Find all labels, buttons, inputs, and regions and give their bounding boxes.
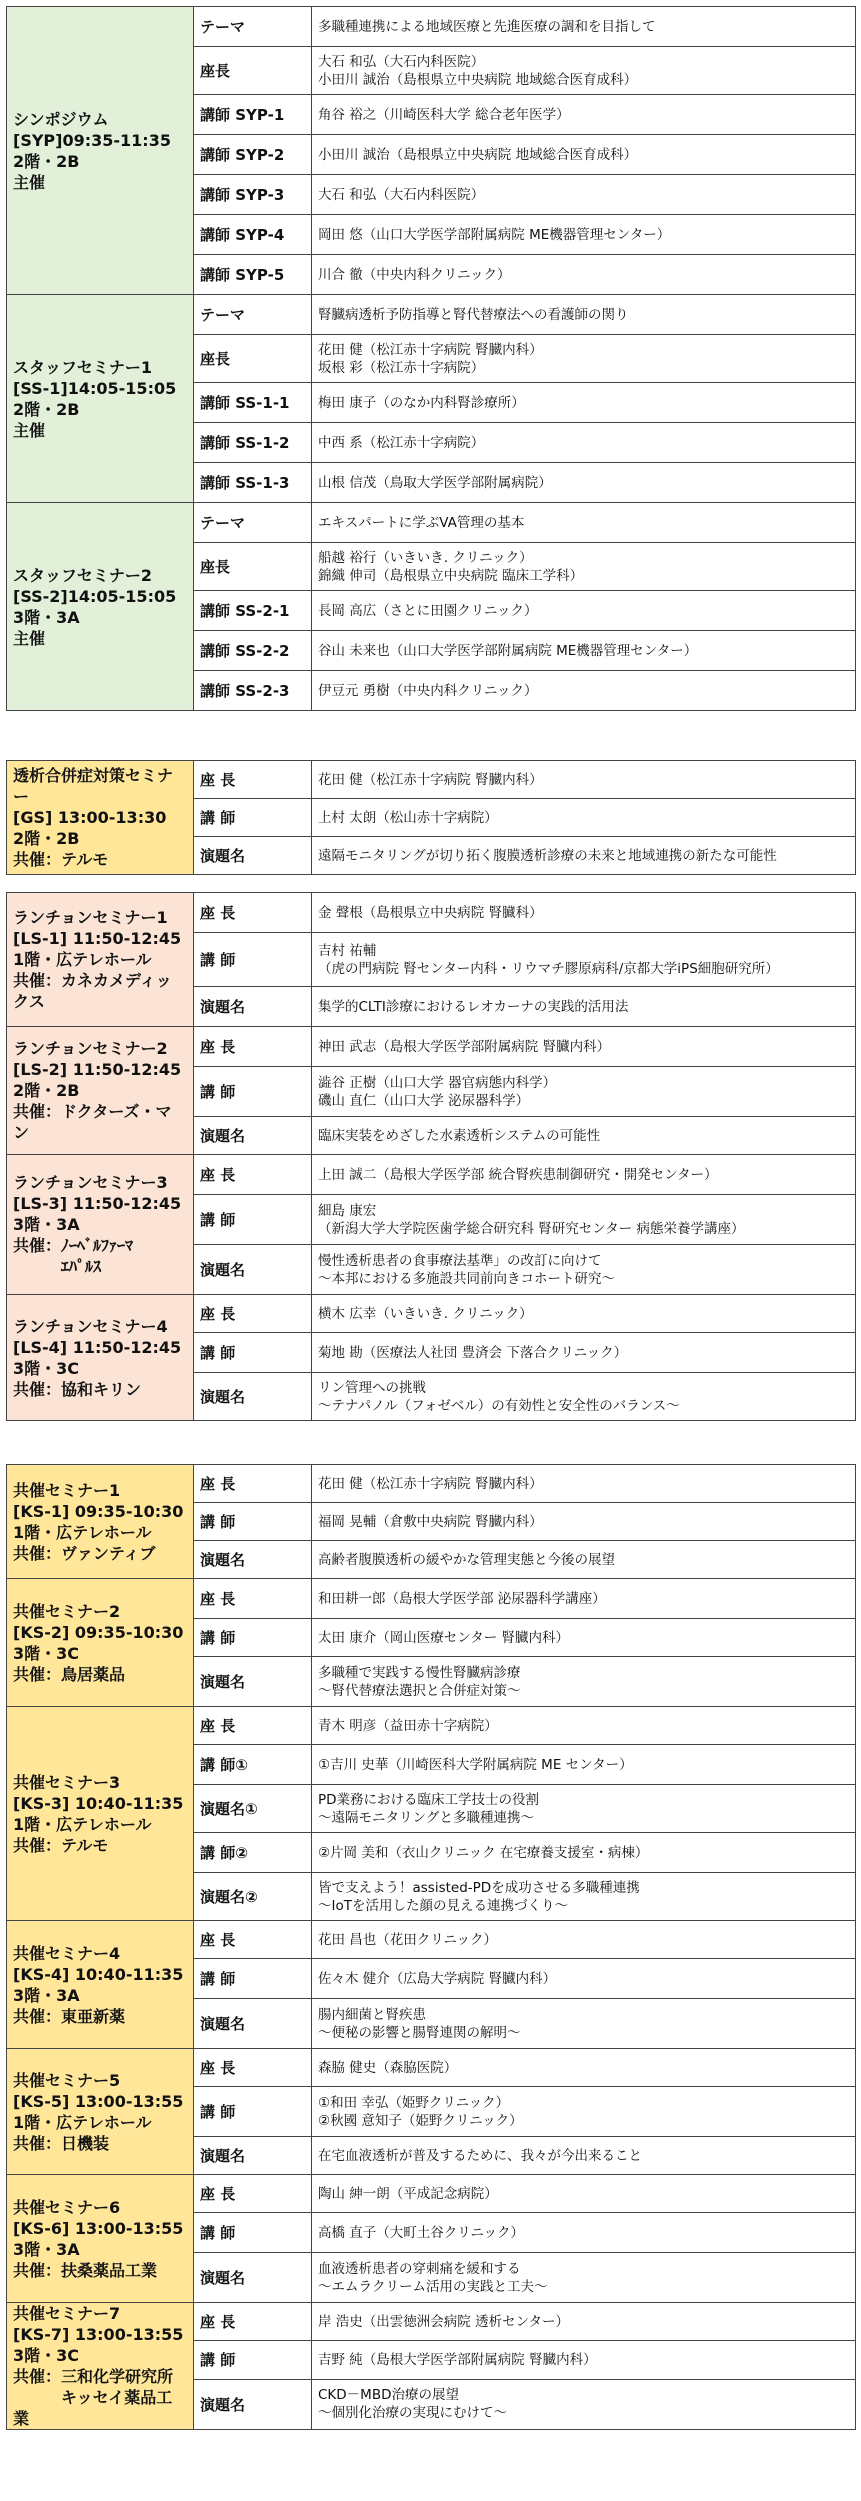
row-value: 腎臓病透析予防指導と腎代替療法への看護師の関り bbox=[312, 295, 856, 335]
row-label: 演題名 bbox=[194, 1541, 312, 1579]
table-row bbox=[7, 295, 856, 335]
row-value: 森脇 健史（森脇医院） bbox=[312, 2049, 856, 2087]
row-label: テーマ bbox=[194, 295, 312, 335]
row-value: ①和田 幸弘（姫野クリニック） ②秋國 意知子（姫野クリニック） bbox=[312, 2087, 856, 2137]
row-value: 梅田 康子（のなか内科腎診療所） bbox=[312, 383, 856, 423]
row-value: PD業務における臨床工学技士の役割 ～遠隔モニタリングと多職種連携～ bbox=[312, 1785, 856, 1833]
row-label: 講 師 bbox=[194, 1067, 312, 1117]
row-label: 演題名 bbox=[194, 2137, 312, 2175]
row-label: テーマ bbox=[194, 503, 312, 543]
table-row bbox=[7, 1921, 856, 1959]
table-row bbox=[7, 7, 856, 47]
row-label: 座 長 bbox=[194, 1465, 312, 1503]
table-row bbox=[7, 1295, 856, 1333]
row-label: 座 長 bbox=[194, 1027, 312, 1067]
row-label: 講師 SS-1-3 bbox=[194, 463, 312, 503]
table-row bbox=[7, 761, 856, 799]
session-header: ランチョンセミナー2 [LS-2] 11:50-12:45 2階・2B 共催：ドクターズ・マン bbox=[7, 1027, 194, 1155]
row-label: 演題名 bbox=[194, 2253, 312, 2303]
table-row bbox=[7, 2303, 856, 2341]
section-table-syp bbox=[6, 6, 856, 711]
row-value: 細島 康宏 （新潟大学大学院医歯学総合研究科 腎研究センター 病態栄養学講座） bbox=[312, 1195, 856, 1245]
session-header: ランチョンセミナー1 [LS-1] 11:50-12:45 1階・広テレホール 共催：カネカメディックス bbox=[7, 893, 194, 1027]
session-header: 共催セミナー2 [KS-2] 09:35-10:30 3階・3C 共催：鳥居薬品 bbox=[7, 1579, 194, 1707]
session-header: 共催セミナー4 [KS-4] 10:40-11:35 3階・3A 共催：東亜新薬 bbox=[7, 1921, 194, 2049]
row-value: 花田 昌也（花田クリニック） bbox=[312, 1921, 856, 1959]
row-label: 講師 SS-2-3 bbox=[194, 671, 312, 711]
row-label: 講師 SYP-5 bbox=[194, 255, 312, 295]
row-value: 長岡 高広（さとに田園クリニック） bbox=[312, 591, 856, 631]
row-label: 講師 SS-2-1 bbox=[194, 591, 312, 631]
row-value: 大石 和弘（大石内科医院） bbox=[312, 175, 856, 215]
session-header: 共催セミナー3 [KS-3] 10:40-11:35 1階・広テレホール 共催：テルモ bbox=[7, 1707, 194, 1921]
row-value: 集学的CLTI診療におけるレオカーナの実践的活用法 bbox=[312, 987, 856, 1027]
row-value: 青木 明彦（益田赤十字病院） bbox=[312, 1707, 856, 1745]
row-value: 花田 健（松江赤十字病院 腎臓内科） bbox=[312, 761, 856, 799]
row-label: 講師 SYP-1 bbox=[194, 95, 312, 135]
row-value: 船越 裕行（いきいき. クリニック） 錦織 伸司（島根県立中央病院 臨床工学科） bbox=[312, 543, 856, 591]
row-value: 伊豆元 勇樹（中央内科クリニック） bbox=[312, 671, 856, 711]
row-label: 講 師 bbox=[194, 2087, 312, 2137]
row-value: 花田 健（松江赤十字病院 腎臓内科） bbox=[312, 1465, 856, 1503]
row-label: 座長 bbox=[194, 543, 312, 591]
row-value: 高橋 直子（大町土谷クリニック） bbox=[312, 2213, 856, 2253]
row-label: 座 長 bbox=[194, 893, 312, 933]
row-value: 吉野 純（島根大学医学部附属病院 腎臓内科） bbox=[312, 2341, 856, 2379]
session-header: スタッフセミナー1 [SS-1]14:05-15:05 2階・2B 主催 bbox=[7, 295, 194, 503]
row-label: 演題名② bbox=[194, 1873, 312, 1921]
row-label: 演題名 bbox=[194, 2379, 312, 2429]
row-value: 多職種で実践する慢性腎臓病診療 ～腎代替療法選択と合併症対策～ bbox=[312, 1657, 856, 1707]
row-label: 座長 bbox=[194, 335, 312, 383]
row-value: 血液透析患者の穿刺痛を緩和する ～エムラクリーム活用の実践と工夫～ bbox=[312, 2253, 856, 2303]
table-row bbox=[7, 893, 856, 933]
row-value: ①吉川 史華（川崎医科大学附属病院 ME センター） bbox=[312, 1745, 856, 1785]
session-header: 共催セミナー1 [KS-1] 09:35-10:30 1階・広テレホール 共催：ヴァンティブ bbox=[7, 1465, 194, 1579]
row-value: 横木 広幸（いきいき. クリニック） bbox=[312, 1295, 856, 1333]
row-label: 演題名 bbox=[194, 1117, 312, 1155]
row-value: リン管理への挑戦 ～テナパノル（フォゼベル）の有効性と安全性のバランス～ bbox=[312, 1373, 856, 1421]
row-label: 演題名① bbox=[194, 1785, 312, 1833]
row-value: 中西 系（松江赤十字病院） bbox=[312, 423, 856, 463]
table-row bbox=[7, 1155, 856, 1195]
row-label: 演題名 bbox=[194, 987, 312, 1027]
row-value: 和田耕一郎（島根大学医学部 泌尿器科学講座） bbox=[312, 1579, 856, 1619]
row-value: 腸内細菌と腎疾患 ～便秘の影響と腸腎連関の解明～ bbox=[312, 1999, 856, 2049]
row-value: 澁谷 正樹（山口大学 器官病態内科学） 磯山 直仁（山口大学 泌尿器科学） bbox=[312, 1067, 856, 1117]
row-value: ②片岡 美和（衣山クリニック 在宅療養支援室・病棟） bbox=[312, 1833, 856, 1873]
row-label: 座 長 bbox=[194, 1579, 312, 1619]
row-label: 座 長 bbox=[194, 761, 312, 799]
row-value: 佐々木 健介（広島大学病院 腎臓内科） bbox=[312, 1959, 856, 1999]
row-label: 講 師 bbox=[194, 1195, 312, 1245]
table-row bbox=[7, 2175, 856, 2213]
session-header: スタッフセミナー2 [SS-2]14:05-15:05 3階・3A 主催 bbox=[7, 503, 194, 711]
row-value: CKD－MBD治療の展望 ～個別化治療の実現にむけて～ bbox=[312, 2379, 856, 2429]
row-value: 太田 康介（岡山医療センター 腎臓内科） bbox=[312, 1619, 856, 1657]
row-label: 座 長 bbox=[194, 2303, 312, 2341]
row-value: 岸 浩史（出雲徳洲会病院 透析センター） bbox=[312, 2303, 856, 2341]
row-label: テーマ bbox=[194, 7, 312, 47]
row-label: 座長 bbox=[194, 47, 312, 95]
row-label: 座 長 bbox=[194, 1295, 312, 1333]
row-label: 座 長 bbox=[194, 1155, 312, 1195]
row-value: 神田 武志（島根大学医学部附属病院 腎臓内科） bbox=[312, 1027, 856, 1067]
row-label: 講 師 bbox=[194, 2213, 312, 2253]
row-label: 演題名 bbox=[194, 1657, 312, 1707]
row-label: 演題名 bbox=[194, 1245, 312, 1295]
row-label: 講 師 bbox=[194, 1333, 312, 1373]
row-value: 川合 徹（中央内科クリニック） bbox=[312, 255, 856, 295]
row-label: 講師 SYP-3 bbox=[194, 175, 312, 215]
row-label: 演題名 bbox=[194, 1373, 312, 1421]
table-row bbox=[7, 1707, 856, 1745]
session-header: 共催セミナー5 [KS-5] 13:00-13:55 1階・広テレホール 共催：日機装 bbox=[7, 2049, 194, 2175]
session-header: 透析合併症対策セミナー [GS] 13:00-13:30 2階・2B 共催：テルモ bbox=[7, 761, 194, 875]
row-label: 講 師② bbox=[194, 1833, 312, 1873]
row-label: 座 長 bbox=[194, 2049, 312, 2087]
section-table-ls bbox=[6, 892, 856, 1421]
row-value: 上村 太朗（松山赤十字病院） bbox=[312, 799, 856, 837]
table-row bbox=[7, 1579, 856, 1619]
row-value: 福岡 晃輔（倉敷中央病院 腎臓内科） bbox=[312, 1503, 856, 1541]
row-label: 座 長 bbox=[194, 1707, 312, 1745]
row-value: 大石 和弘（大石内科医院） 小田川 誠治（島根県立中央病院 地域総合医育成科） bbox=[312, 47, 856, 95]
session-header: ランチョンセミナー3 [LS-3] 11:50-12:45 3階・3A 共催：ﾉｰﾍﾞﾙﾌｧｰﾏ ｴﾊﾟﾙｽ bbox=[7, 1155, 194, 1295]
row-label: 演題名 bbox=[194, 837, 312, 875]
row-value: 菊地 勘（医療法人社団 豊済会 下落合クリニック） bbox=[312, 1333, 856, 1373]
row-value: 在宅血液透析が普及するために、我々が今出来ること bbox=[312, 2137, 856, 2175]
row-value: 小田川 誠治（島根県立中央病院 地域総合医育成科） bbox=[312, 135, 856, 175]
row-label: 講師 SS-2-2 bbox=[194, 631, 312, 671]
session-header: シンポジウム [SYP]09:35-11:35 2階・2B 主催 bbox=[7, 7, 194, 295]
section-table-gs bbox=[6, 760, 856, 875]
row-value: 臨床実装をめざした水素透析システムの可能性 bbox=[312, 1117, 856, 1155]
row-label: 講 師① bbox=[194, 1745, 312, 1785]
row-value: 遠隔モニタリングが切り拓く腹膜透析診療の未来と地域連携の新たな可能性 bbox=[312, 837, 856, 875]
row-value: 金 聲根（島根県立中央病院 腎臓科） bbox=[312, 893, 856, 933]
row-value: 花田 健（松江赤十字病院 腎臓内科） 坂根 彩（松江赤十字病院） bbox=[312, 335, 856, 383]
row-label: 講師 SYP-2 bbox=[194, 135, 312, 175]
section-table-ks bbox=[6, 1464, 856, 2430]
session-header: ランチョンセミナー4 [LS-4] 11:50-12:45 3階・3C 共催：協和キリン bbox=[7, 1295, 194, 1421]
session-header: 共催セミナー7 [KS-7] 13:00-13:55 3階・3C 共催：三和化学研究所 キッセイ薬品工業 bbox=[7, 2303, 194, 2430]
row-label: 講 師 bbox=[194, 799, 312, 837]
row-label: 講 師 bbox=[194, 2341, 312, 2379]
table-row bbox=[7, 1465, 856, 1503]
table-row bbox=[7, 1027, 856, 1067]
row-value: 谷山 未来也（山口大学医学部附属病院 ME機器管理センター） bbox=[312, 631, 856, 671]
row-value: 多職種連携による地域医療と先進医療の調和を目指して bbox=[312, 7, 856, 47]
row-label: 講師 SS-1-2 bbox=[194, 423, 312, 463]
row-label: 講師 SS-1-1 bbox=[194, 383, 312, 423]
table-row bbox=[7, 2049, 856, 2087]
row-value: 上田 誠二（島根大学医学部 統合腎疾患制御研究・開発センター） bbox=[312, 1155, 856, 1195]
row-value: 山根 信茂（鳥取大学医学部附属病院） bbox=[312, 463, 856, 503]
row-label: 座 長 bbox=[194, 1921, 312, 1959]
table-row bbox=[7, 503, 856, 543]
row-label: 講 師 bbox=[194, 933, 312, 987]
row-label: 講 師 bbox=[194, 1959, 312, 1999]
row-value: 岡田 悠（山口大学医学部附属病院 ME機器管理センター） bbox=[312, 215, 856, 255]
row-value: 高齢者腹膜透析の緩やかな管理実態と今後の展望 bbox=[312, 1541, 856, 1579]
row-value: 陶山 紳一朗（平成記念病院） bbox=[312, 2175, 856, 2213]
row-value: 吉村 祐輔 （虎の門病院 腎センター内科・リウマチ膠原病科/京都大学iPS細胞研究所） bbox=[312, 933, 856, 987]
row-label: 講師 SYP-4 bbox=[194, 215, 312, 255]
row-label: 座 長 bbox=[194, 2175, 312, 2213]
row-value: 角谷 裕之（川崎医科大学 総合老年医学） bbox=[312, 95, 856, 135]
row-label: 講 師 bbox=[194, 1619, 312, 1657]
row-value: エキスパートに学ぶVA管理の基本 bbox=[312, 503, 856, 543]
session-header: 共催セミナー6 [KS-6] 13:00-13:55 3階・3A 共催：扶桑薬品工業 bbox=[7, 2175, 194, 2303]
row-value: 皆で支えよう！assisted-PDを成功させる多職種連携 ～IoTを活用した顔の見える連携づくり～ bbox=[312, 1873, 856, 1921]
row-value: 慢性透析患者の食事療法基準」の改訂に向けて ～本邦における多施設共同前向きコホート研究～ bbox=[312, 1245, 856, 1295]
row-label: 演題名 bbox=[194, 1999, 312, 2049]
row-label: 講 師 bbox=[194, 1503, 312, 1541]
